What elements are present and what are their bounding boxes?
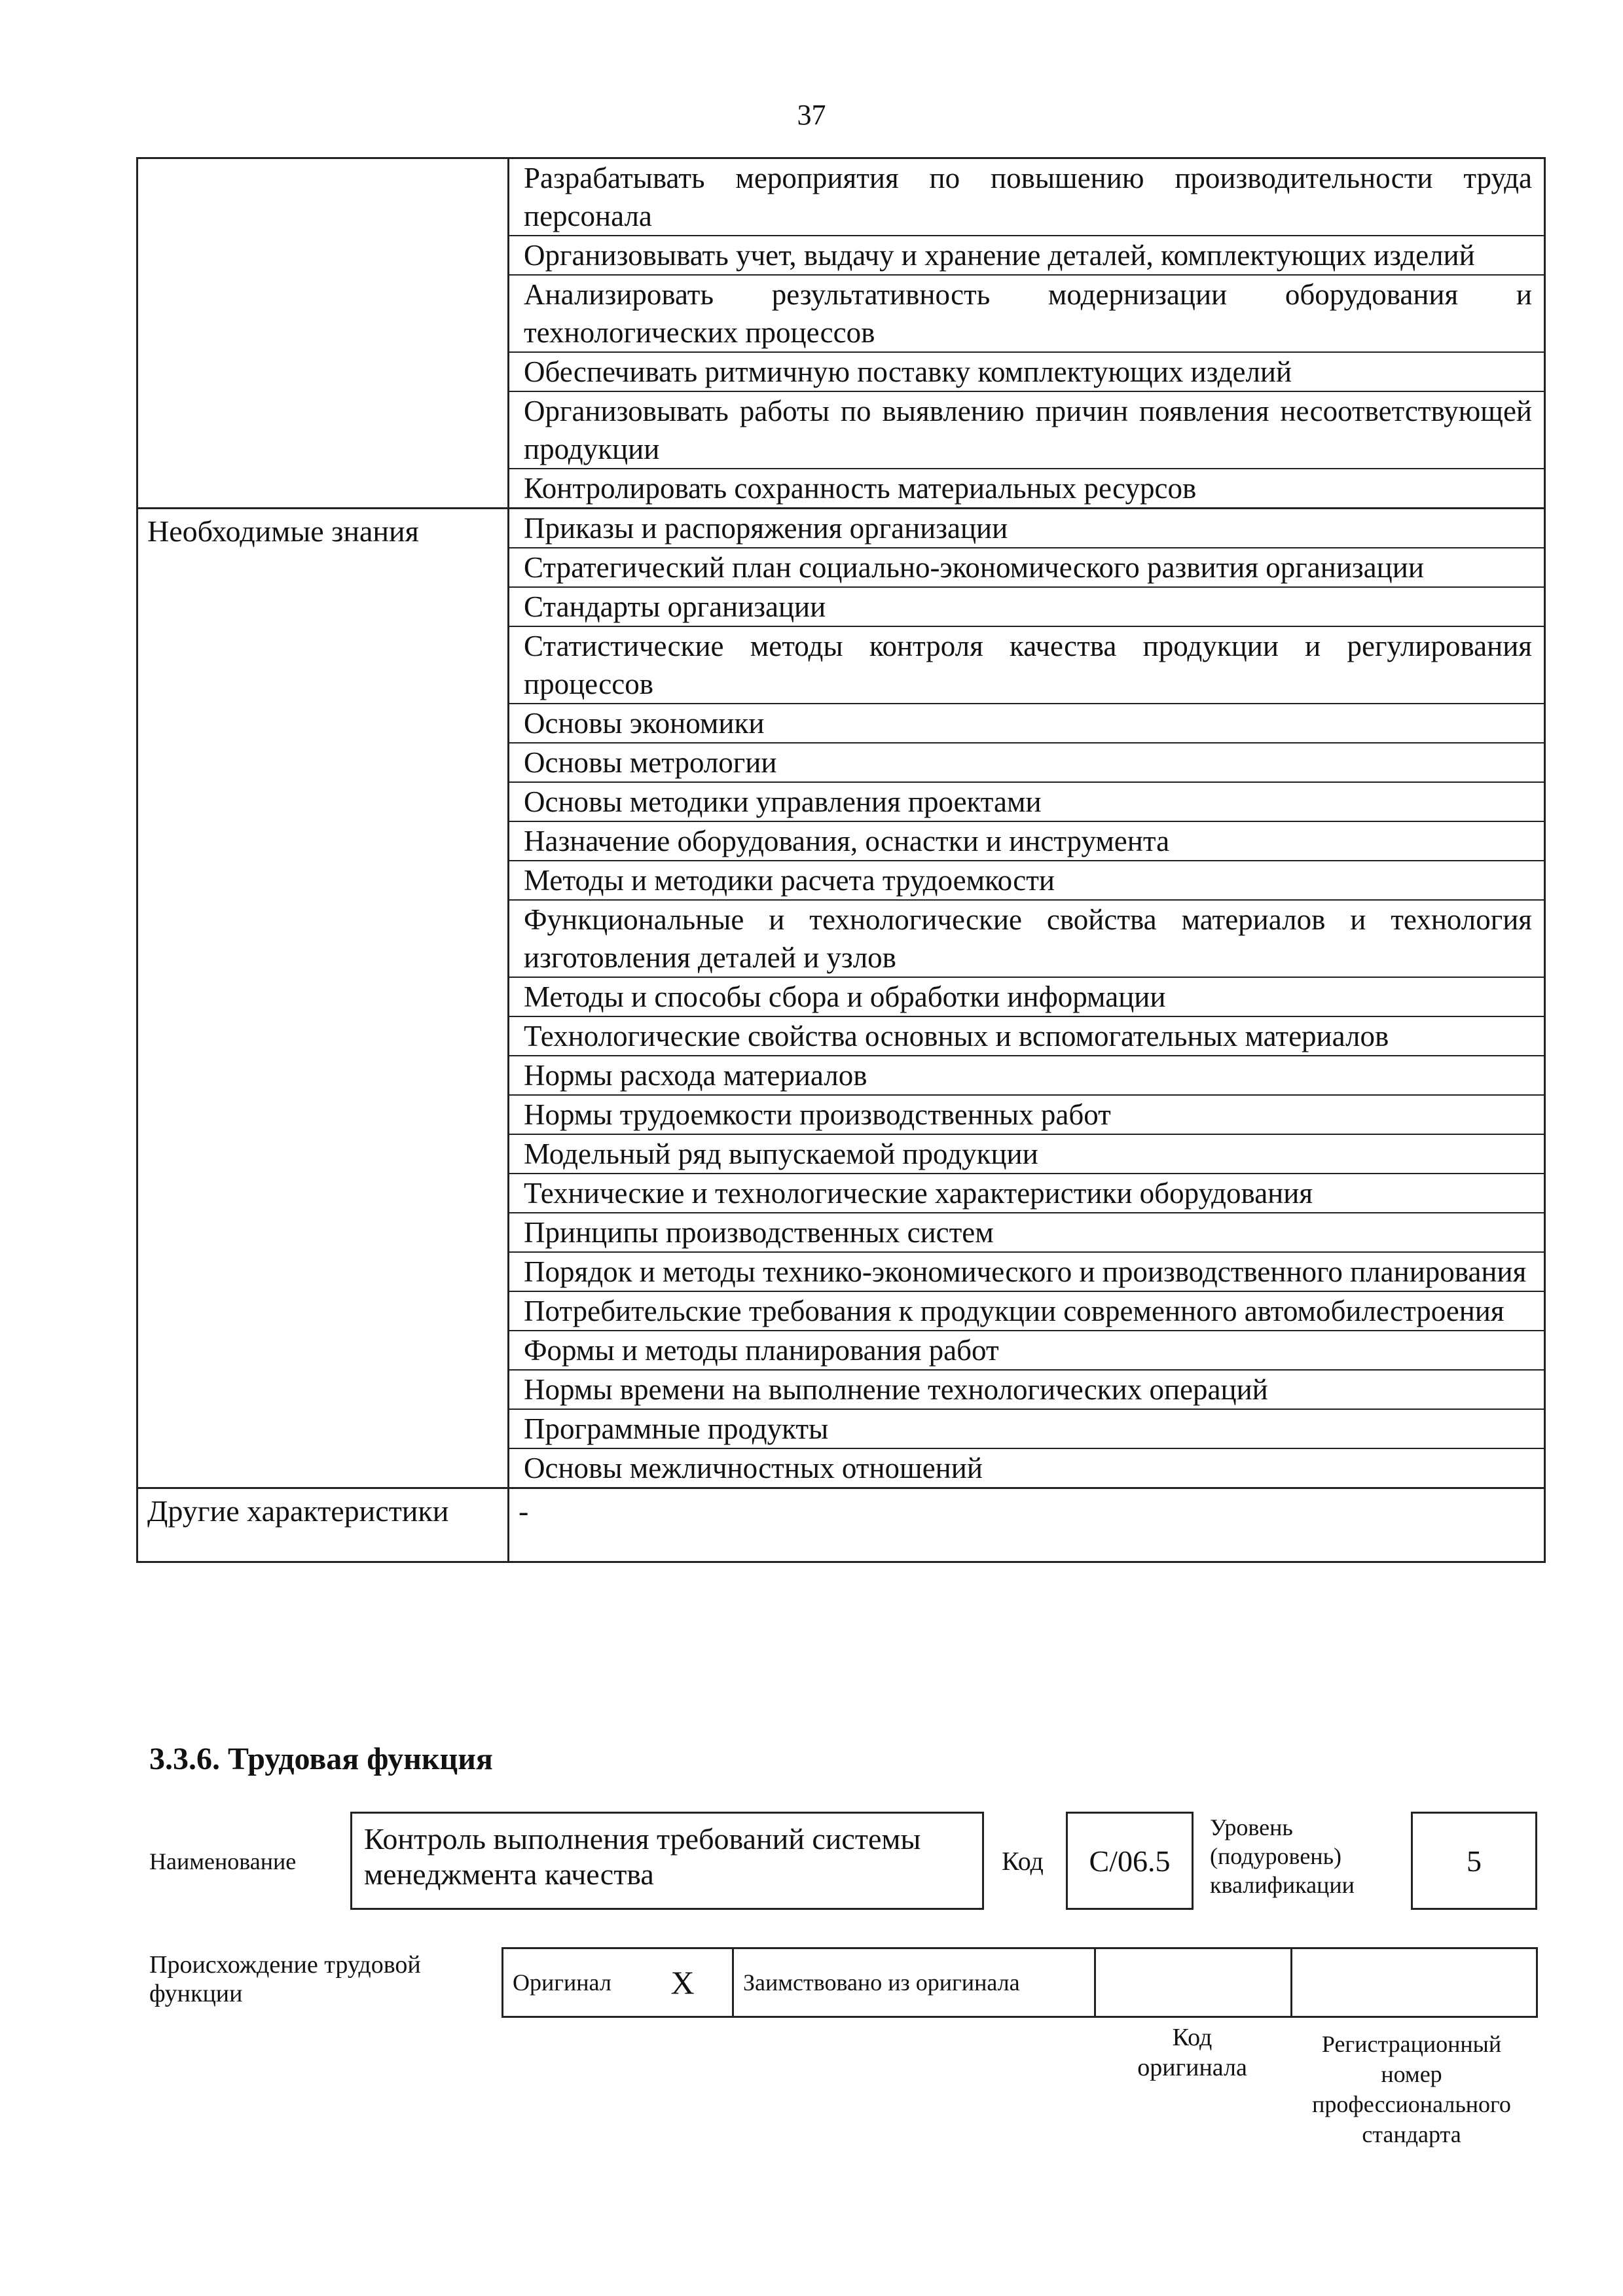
knowledge-item: Принципы производственных систем xyxy=(509,1213,1544,1253)
knowledge-label: Необходимые знания xyxy=(137,509,509,1488)
knowledge-item: Методы и методики расчета трудоемкости xyxy=(509,861,1544,901)
original-code-caption xyxy=(1094,2022,1290,2083)
caption-line: стандарта xyxy=(1362,2121,1461,2147)
level-label-line: квалификации xyxy=(1210,1872,1355,1898)
skills-items-cell xyxy=(509,158,1545,509)
knowledge-row xyxy=(137,509,1545,1488)
knowledge-item: Формы и методы планирования работ xyxy=(509,1331,1544,1371)
level-label-line: (подуровень) xyxy=(1210,1843,1341,1869)
original-mark: X xyxy=(671,1948,733,2017)
knowledge-item: Назначение оборудования, оснастки и инструмента xyxy=(509,822,1544,861)
caption-line: номер xyxy=(1381,2061,1442,2087)
skill-item: Организовывать учет, выдачу и хранение деталей, комплектующих изделий xyxy=(509,236,1544,276)
knowledge-item: Основы межличностных отношений xyxy=(524,1452,983,1484)
other-row xyxy=(137,1488,1545,1562)
knowledge-item: Технологические свойства основных и вспомогательных материалов xyxy=(509,1017,1544,1056)
skill-item: Организовывать работы по выявлению причин появления несоответствующей продукции xyxy=(509,392,1544,469)
knowledge-item: Потребительские требования к продукции современного автомобилестроения xyxy=(509,1292,1544,1331)
other-label: Другие характеристики xyxy=(137,1488,509,1562)
knowledge-item: Стандарты организации xyxy=(509,588,1544,627)
knowledge-item: Программные продукты xyxy=(509,1410,1544,1449)
caption-line: профессионального xyxy=(1312,2091,1511,2117)
knowledge-item: Основы экономики xyxy=(509,704,1544,744)
knowledge-item: Модельный ряд выпускаемой продукции xyxy=(509,1135,1544,1174)
registration-number-caption xyxy=(1287,2029,1536,2149)
caption-line: Регистрационный xyxy=(1321,2031,1502,2057)
knowledge-item: Нормы расхода материалов xyxy=(509,1056,1544,1096)
knowledge-item: Статистические методы контроля качества продукции и регулирования процессов xyxy=(509,627,1544,704)
original-label: Оригинал xyxy=(503,1948,671,2017)
origin-label-line: функции xyxy=(149,1980,243,2007)
knowledge-items-cell xyxy=(509,509,1545,1488)
borrowed-label: Заимствовано из оригинала xyxy=(733,1948,1095,2017)
level-label xyxy=(1210,1813,1355,1899)
function-code-box: C/06.5 xyxy=(1066,1812,1194,1910)
skill-item: Разрабатывать мероприятия по повышению производительности труда персонала xyxy=(509,159,1544,236)
section-title: 3.3.6. Трудовая функция xyxy=(149,1742,493,1776)
skills-row xyxy=(137,158,1545,509)
knowledge-item: Технические и технологические характеристики оборудования xyxy=(509,1174,1544,1213)
knowledge-item: Стратегический план социально-экономического развития организации xyxy=(509,548,1544,588)
caption-line: Код xyxy=(1172,2024,1213,2051)
caption-line: оригинала xyxy=(1137,2054,1247,2081)
origin-table xyxy=(501,1947,1538,2018)
requirements-table xyxy=(136,157,1546,1563)
skill-item: Обеспечивать ритмичную поставку комплектующих изделий xyxy=(509,353,1544,392)
knowledge-item: Основы методики управления проектами xyxy=(509,783,1544,822)
knowledge-item: Основы метрологии xyxy=(509,744,1544,783)
other-value: - xyxy=(509,1488,1545,1562)
skill-item: Контролировать сохранность материальных ресурсов xyxy=(524,472,1197,505)
knowledge-item: Порядок и методы технико-экономического и производственного планирования xyxy=(509,1253,1544,1292)
skills-label-cell xyxy=(137,158,509,509)
knowledge-item: Нормы времени на выполнение технологических операций xyxy=(509,1371,1544,1410)
page-number: 37 xyxy=(797,99,826,131)
knowledge-item: Нормы трудоемкости производственных работ xyxy=(509,1096,1544,1135)
skill-item: Анализировать результативность модернизации оборудования и технологических процессов xyxy=(509,276,1544,353)
original-code-cell xyxy=(1095,1948,1292,2017)
knowledge-item: Методы и способы сбора и обработки информации xyxy=(509,978,1544,1017)
code-label: Код xyxy=(1002,1846,1044,1876)
qualification-level-box: 5 xyxy=(1411,1812,1537,1910)
origin-label xyxy=(149,1950,421,2008)
origin-label-line: Происхождение трудовой xyxy=(149,1951,421,1979)
origin-row xyxy=(503,1948,1537,2017)
level-label-line: Уровень xyxy=(1210,1814,1293,1840)
function-name-box: Контроль выполнения требований системы менеджмента качества xyxy=(350,1812,984,1910)
registration-number-cell xyxy=(1292,1948,1537,2017)
knowledge-item: Функциональные и технологические свойства материалов и технология изготовления деталей и узлов xyxy=(509,901,1544,978)
knowledge-item: Приказы и распоряжения организации xyxy=(509,509,1544,548)
name-label: Наименование xyxy=(149,1848,297,1874)
